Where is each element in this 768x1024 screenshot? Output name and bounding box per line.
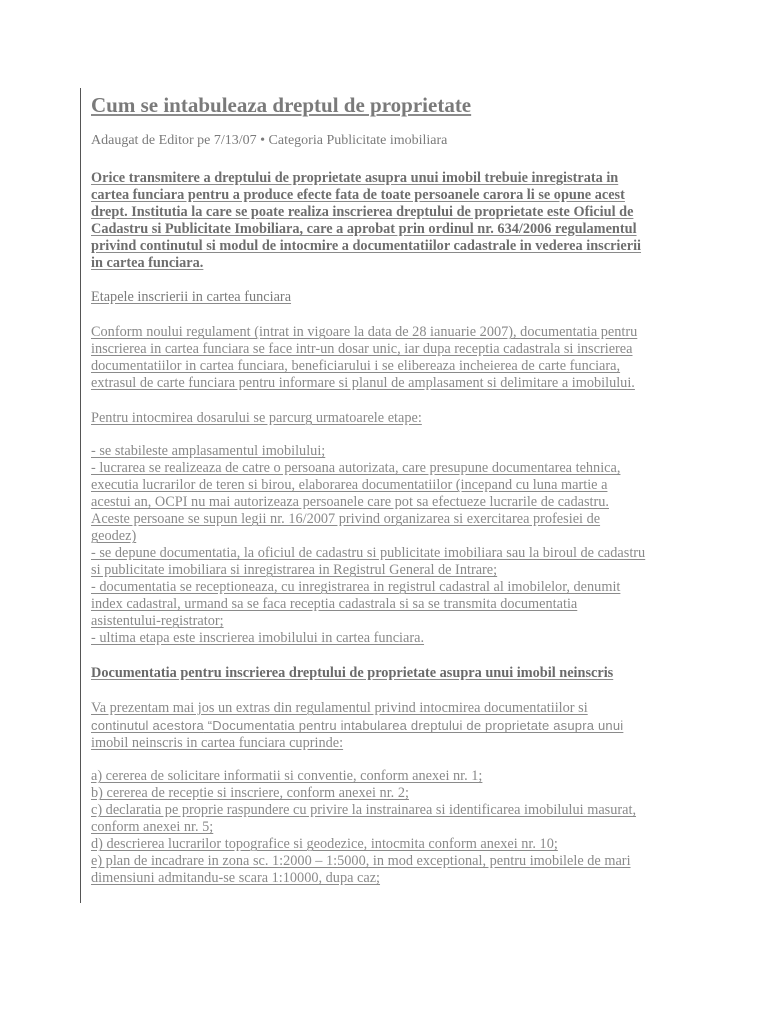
intro-line: privind continutul si modul de intocmire a documentatiilor cadastrale in vederea inscrierii xyxy=(91,237,642,254)
section2-line xyxy=(91,717,685,735)
step-line: executia lucrarilor de teren si birou, elaborarea documentatiilor (incepand cu luna martie a xyxy=(91,477,608,494)
intro-line: drept. Institutia la care se poate realiza inscrierea dreptului de proprietate este Oficiul de xyxy=(91,203,634,220)
step-line: acestui an, OCPI nu mai autorizeaza persoanele care pot sa efectueze lucrarile de cadastru. xyxy=(91,494,609,511)
document-item-line: e) plan de incadrare in zona sc. 1:2000 – 1:5000, in mod exceptional, pentru imobilele de mari xyxy=(91,853,631,870)
section1-paragraph xyxy=(91,324,685,392)
section1-line: extrasul de carte funciara pentru informare si planul de amplasament si delimitare a imobilului. xyxy=(91,375,635,392)
intro-line: Cadastru si Publicitate Imobiliara, care a aprobat prin ordinul nr. 634/2006 regulamentul xyxy=(91,220,637,237)
steps-intro: Pentru intocmirea dosarului se parcurg urmatoarele etape: xyxy=(91,410,422,427)
section2-line-part: continutul acestora xyxy=(91,718,204,734)
document-item-line: c) declaratia pe proprie raspundere cu privire la instrainarea si identificarea imobilului masurat, xyxy=(91,802,637,819)
meta-prefix: Adaugat de Editor pe 7/13/07 • Categoria xyxy=(91,133,323,148)
intro-paragraph xyxy=(91,170,685,271)
step-line: - se depune documentatia, la oficiul de cadastru si publicitate imobiliara sau la biroul de cadastru xyxy=(91,545,646,562)
section1-line: documentatiilor in cartea funciara, beneficiarului i se elibereaza incheierea de carte funciara, xyxy=(91,358,621,375)
documents-list xyxy=(91,768,685,887)
article-meta xyxy=(91,132,685,150)
steps-list xyxy=(91,443,685,647)
section2-title: Documentatia pentru inscrierea dreptului de proprietate asupra unui imobil neinscris xyxy=(91,665,614,682)
section2-line: Va prezentam mai jos un extras din regulamentul privind intocmirea documentatiilor si xyxy=(91,700,588,717)
step-line: - se stabileste amplasamentul imobilului; xyxy=(91,443,326,460)
step-line: - ultima etapa este inscrierea imobilului in cartea funciara. xyxy=(91,630,425,647)
page-title: Cum se intabuleaza dreptul de proprietate xyxy=(91,93,472,117)
document-item-line: b) cererea de receptie si inscriere, conform anexei nr. 2; xyxy=(91,785,409,802)
document-item-line: conform anexei nr. 5; xyxy=(91,819,214,836)
step-line: - lucrarea se realizeaza de catre o persoana autorizata, care presupune documentarea tehnica, xyxy=(91,460,621,477)
document-item-line: dimensiuni admitandu-se scara 1:10000, dupa caz; xyxy=(91,870,381,887)
document-item-line: d) descrierea lucrarilor topografice si geodezice, intocmita conform anexei nr. 10; xyxy=(91,836,558,853)
step-line: si publicitate imobiliara si inregistrarea in Registrul General de Intrare; xyxy=(91,562,498,579)
intro-line: cartea funciara pentru a produce efecte fata de toate persoanele carora li se opune acest xyxy=(91,186,625,203)
step-line: - documentatia se receptioneaza, cu inregistrarea in registrul cadastral al imobilelor, denumit xyxy=(91,579,621,596)
intro-line: Orice transmitere a dreptului de proprietate asupra unui imobil trebuie inregistrata in xyxy=(91,170,619,186)
section2-line: imobil neinscris in cartea funciara cuprinde: xyxy=(91,735,344,752)
section1-title: Etapele inscrierii in cartea funciara xyxy=(91,289,292,306)
step-line: index cadastral, urmand sa se faca receptia cadastrala si sa se transmita documentatia xyxy=(91,596,578,613)
document-page xyxy=(80,88,685,903)
section1-line: Conform noului regulament (intrat in vigoare la data de 28 ianuarie 2007), documentatia pentru xyxy=(91,324,638,341)
section2-line-part: “Documentatia pentru intabularea dreptului de proprietate asupra unui xyxy=(203,718,624,734)
step-line: asistentului-registrator; xyxy=(91,613,224,630)
intro-line: in cartea funciara. xyxy=(91,254,204,271)
step-line: Aceste persoane se supun legii nr. 16/2007 privind organizarea si exercitarea profesiei de xyxy=(91,511,601,528)
section2-paragraph xyxy=(91,700,685,752)
section1-line: inscrierea in cartea funciara se face intr-un dosar unic, iar dupa receptia cadastrala si inscrierea xyxy=(91,341,633,358)
step-line: geodez) xyxy=(91,528,137,545)
document-item-line: a) cererea de solicitare informatii si conventie, conform anexei nr. 1; xyxy=(91,768,483,785)
meta-category: Publicitate imobiliara xyxy=(326,133,448,148)
